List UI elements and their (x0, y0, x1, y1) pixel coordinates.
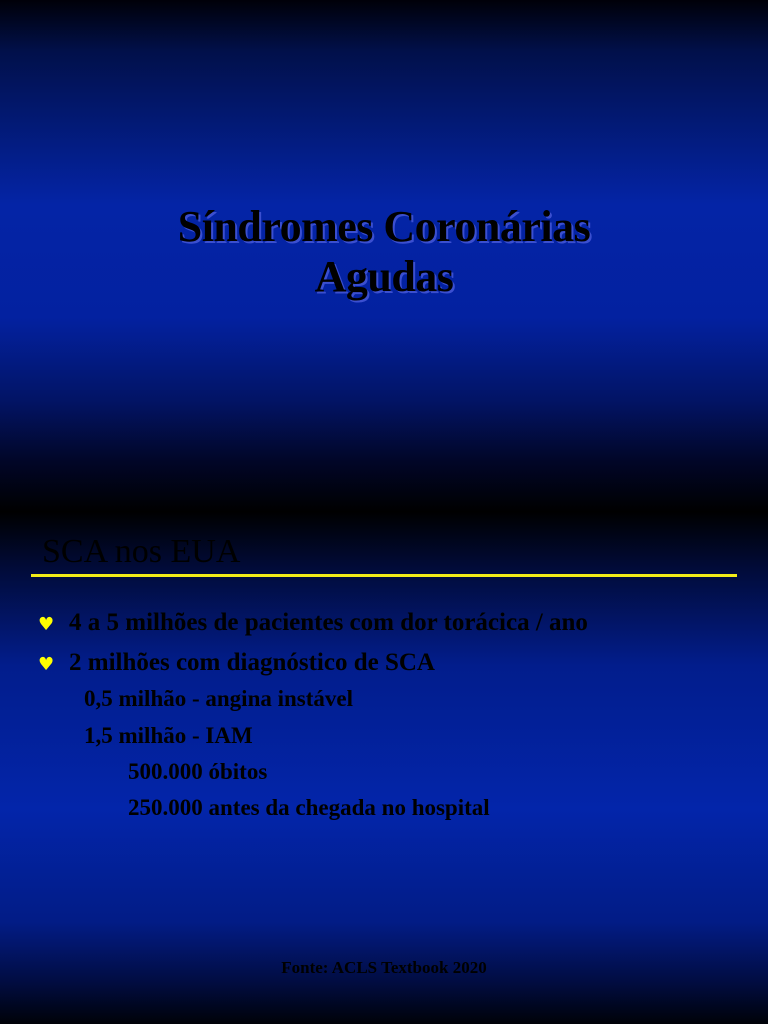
bullet-text: 4 a 5 milhões de pacientes com dor torácica / ano (69, 609, 588, 636)
slide-title-heading (0, 202, 768, 302)
bullet-item (38, 608, 588, 638)
bullet-item (38, 648, 435, 678)
heading-divider (31, 574, 737, 577)
slide-heading: SCA nos EUA (42, 533, 241, 570)
title-line-1: Síndromes Coronárias (177, 202, 591, 251)
title-line-2: Agudas (314, 252, 454, 301)
sub-sub-item: 250.000 antes da chegada no hospital (128, 795, 490, 820)
source-footnote: Fonte: ACLS Textbook 2020 (281, 958, 487, 977)
slide-sca-usa (0, 512, 768, 1024)
heart-icon: ♥ (38, 654, 55, 675)
sub-item: 0,5 milhão - angina instável (84, 686, 354, 711)
bullet-text: 2 milhões com diagnóstico de SCA (69, 649, 435, 676)
heart-icon: ♥ (38, 614, 55, 635)
sub-item: 1,5 milhão - IAM (84, 723, 253, 748)
sub-sub-item: 500.000 óbitos (128, 759, 268, 784)
